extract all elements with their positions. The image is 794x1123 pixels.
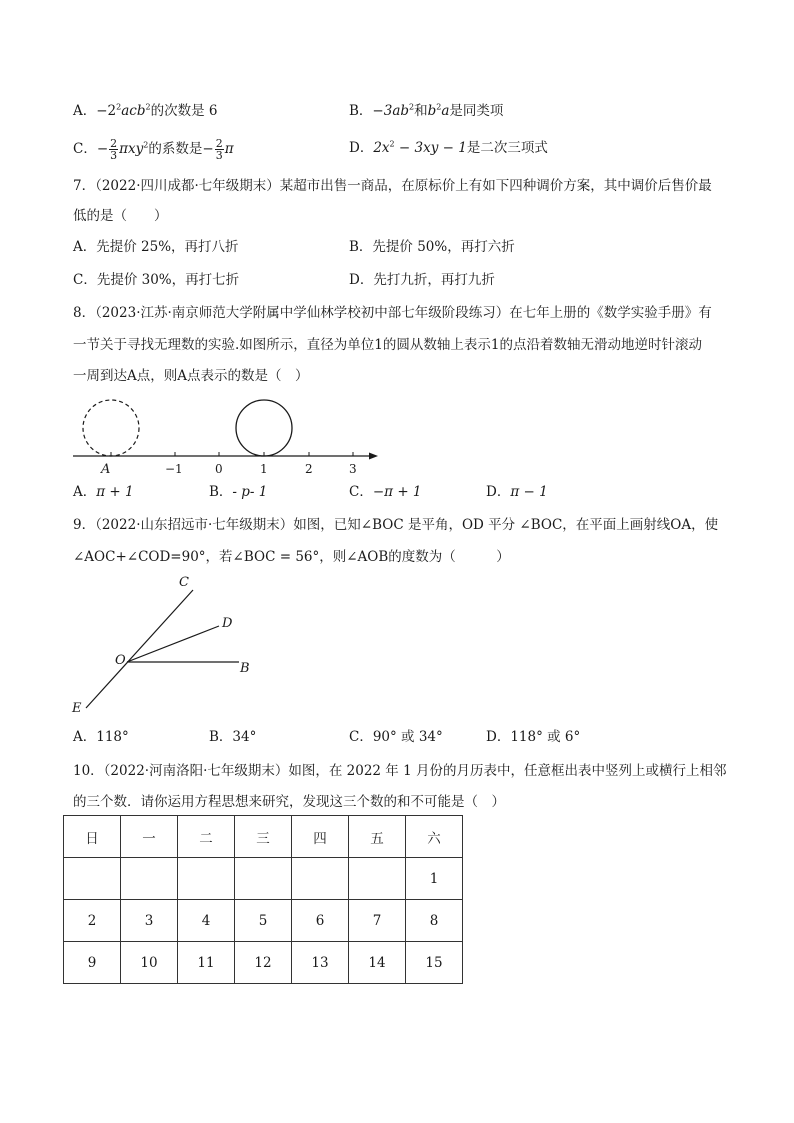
calendar-header-row (64, 816, 463, 858)
q7-stem-line1: 7．（2022·四川成都·七年级期末）某超市出售一商品，在原标价上有如下四种调价方案，其中调价后售价最 (73, 178, 712, 194)
calendar-cell (349, 858, 406, 900)
tick-label-0: 0 (215, 462, 223, 476)
point-a-label: A (101, 462, 111, 477)
calendar-cell: 4 (178, 900, 235, 942)
calendar-cell: 7 (349, 900, 406, 942)
q8-option-a: A．π + 1 (73, 484, 134, 500)
q9-option-c: C．90° 或 34° (349, 729, 443, 745)
calendar-cell: 1 (406, 858, 463, 900)
calendar-table (63, 815, 463, 984)
q8-stem-line3: 一周到达A点，则A点表示的数是（ ） (73, 368, 309, 384)
calendar-cell: 2 (64, 900, 121, 942)
q9-stem-line2: ∠AOC+∠COD=90°，若∠BOC = 56°，则∠AOB的度数为（ ） (73, 549, 510, 565)
calendar-cell: 15 (406, 942, 463, 984)
q7-option-b: B．先提价 50%，再打六折 (349, 239, 515, 255)
q8-stem-line1: 8．（2023·江苏·南京师范大学附属中学仙林学校初中部七年级阶段练习）在七年上册的《数学实验手册》有 (73, 305, 712, 321)
q6-option-a: A．$-2^2acb^2$的次数是 6 (73, 102, 218, 119)
q6-option-c: C．− $\frac{2}{3}$ πxy$^2$的系数是− $\frac{2}{3}$ π (73, 137, 234, 162)
calendar-cell: 3 (121, 900, 178, 942)
q8-option-b: B．- p- 1 (209, 484, 268, 500)
q9-option-b: B．34° (209, 729, 257, 745)
q7-stem-line2: 低的是（ ） (73, 208, 168, 224)
calendar-week-row (64, 858, 463, 900)
calendar-cell (292, 858, 349, 900)
calendar-cell (178, 858, 235, 900)
calendar-header-cell: 二 (178, 816, 235, 858)
calendar-week-row (64, 942, 463, 984)
q9-option-a: A．118° (73, 729, 129, 745)
calendar-cell (235, 858, 292, 900)
q8-option-d: D．π − 1 (486, 484, 548, 500)
q8-option-c: C．−π + 1 (349, 484, 422, 500)
calendar-header-cell: 五 (349, 816, 406, 858)
calendar-cell (64, 858, 121, 900)
calendar-header-cell: 日 (64, 816, 121, 858)
calendar-header-cell: 三 (235, 816, 292, 858)
label-d: D (222, 616, 233, 631)
tick-label-2: 2 (305, 462, 313, 476)
calendar-cell (121, 858, 178, 900)
calendar-cell: 11 (178, 942, 235, 984)
q7-option-d: D．先打九折，再打九折 (349, 272, 495, 288)
q7-option-a: A．先提价 25%，再打八折 (73, 239, 239, 255)
q6-option-b: B．$-3ab^2$和$b^2a$是同类项 (349, 102, 504, 119)
calendar-cell: 14 (349, 942, 406, 984)
q7-option-c: C．先提价 30%，再打七折 (73, 272, 240, 288)
q9-option-d: D．118° 或 6° (486, 729, 581, 745)
calendar-cell: 12 (235, 942, 292, 984)
q10-stem-line1: 10．（2022·河南洛阳·七年级期末）如图，在 2022 年 1 月份的月历表中，任意框出表中竖列上或横行上相邻 (73, 763, 727, 779)
calendar-cell: 6 (292, 900, 349, 942)
tick-label-minus1: −1 (165, 462, 183, 476)
calendar-week-row (64, 900, 463, 942)
calendar-header-cell: 一 (121, 816, 178, 858)
calendar-cell: 10 (121, 942, 178, 984)
label-b: B (240, 661, 250, 676)
ray-od (127, 626, 219, 662)
calendar-header-cell: 六 (406, 816, 463, 858)
label-o: O (115, 653, 126, 668)
ray-oc-oe-line (86, 590, 193, 708)
calendar-cell: 5 (235, 900, 292, 942)
tick-label-1: 1 (260, 462, 268, 476)
q9-stem-line1: 9．（2022·山东招远市·七年级期末）如图，已知∠BOC 是平角，OD 平分 ∠BOC，在平面上画射线OA，使 (73, 517, 719, 533)
calendar-cell: 9 (64, 942, 121, 984)
calendar-cell: 13 (292, 942, 349, 984)
label-e: E (72, 701, 82, 716)
calendar-header-cell: 四 (292, 816, 349, 858)
calendar-cell: 8 (406, 900, 463, 942)
q10-stem-line2: 的三个数．请你运用方程思想来研究，发现这三个数的和不可能是（ ） (73, 794, 505, 810)
q6-option-d: D．$2x^2 - 3xy - 1$是二次三项式 (349, 139, 548, 156)
tick-label-3: 3 (349, 462, 357, 476)
q8-stem-line2: 一节关于寻找无理数的实验.如图所示，直径为单位1的圆从数轴上表示1的点沿着数轴无滑动地逆时针滚动 (73, 337, 702, 353)
label-c: C (179, 575, 189, 590)
